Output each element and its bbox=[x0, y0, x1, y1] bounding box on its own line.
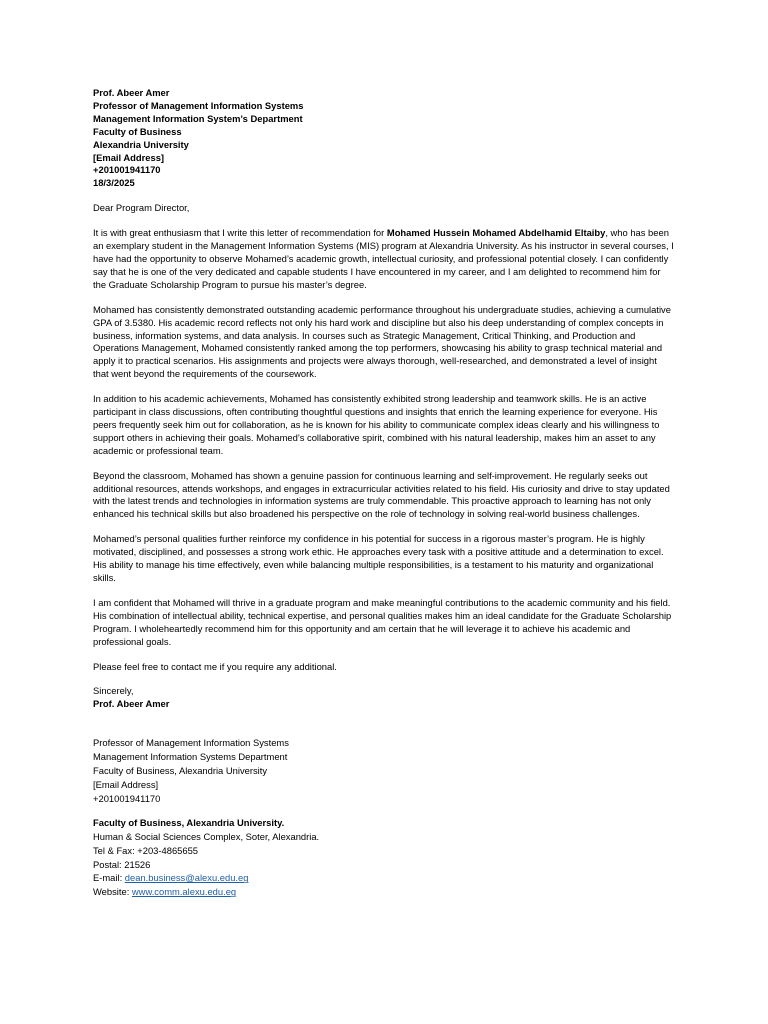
signature-title: Professor of Management Information Systems bbox=[93, 737, 289, 749]
paragraph-conclusion: I am confident that Mohamed will thrive in a graduate program and make meaningful contributions to the academic community and his field. His combination of intellectual ability, technical expertise, and personal qualities makes him an ideal candidate for the Graduate Scholarship Program. I wholeheartedly recommend him for this opportunity and am certain that he will leverage it to achieve his academic and professional goals. bbox=[93, 596, 672, 647]
sender-title: Professor of Management Information Systems bbox=[93, 99, 304, 111]
paragraph-intro-lead: It is with great enthusiasm that I write this letter of recommendation for bbox=[93, 227, 387, 239]
sender-faculty: Faculty of Business bbox=[93, 125, 182, 137]
closing: Sincerely, bbox=[93, 685, 134, 697]
letter-date: 18/3/2025 bbox=[93, 177, 135, 189]
sender-department: Management Information System’s Department bbox=[93, 112, 303, 124]
footer-website-link[interactable]: www.comm.alexu.edu.eg bbox=[131, 886, 237, 898]
signer-name: Prof. Abeer Amer bbox=[93, 698, 170, 710]
footer-org: Faculty of Business, Alexandria University. bbox=[93, 816, 285, 828]
sender-name: Prof. Abeer Amer bbox=[93, 87, 170, 98]
signature-phone: +201001941170 bbox=[93, 792, 161, 804]
sender-university: Alexandria University bbox=[93, 138, 189, 150]
footer-email-link[interactable]: dean.business@alexu.edu.eg bbox=[124, 872, 249, 884]
paragraph-intro-rest: , who has been an exemplary student in the Management Information Systems (MIS) program at Alexandria University. As his instructor in several courses, I have had the opportunity to observe Mohamed’s academic growth, intellectual curiosity, and professional potential closely. I can confidently say that he is one of the very dedicated and capable students I have encountered in my career, and I am delighted to recommend him for the Graduate Scholarship Program to pursue his master’s degree. bbox=[93, 227, 674, 290]
footer-tel: Tel & Fax: +203-4865655 bbox=[93, 844, 199, 856]
footer-address: Human & Social Sciences Complex, Soter, Alexandria. bbox=[93, 830, 320, 842]
footer-website-label: Website: bbox=[93, 886, 132, 898]
footer-email-line bbox=[93, 871, 675, 885]
paragraph-academic: Mohamed has consistently demonstrated outstanding academic performance throughout his undergraduate studies, achieving a cumulative GPA of 3.5380. His academic record reflects not only his hard work and discipline but also his deep understanding of complex concepts in business, information systems, and data analysis. In courses such as Strategic Management, Critical Thinking, and Production and Operations Management, Mohamed consistently ranked among the top performers, showcasing his ability to grasp technical material and apply it to practical scenarios. His assignments and projects were always thorough, well-researched, and demonstrated a level of insight that went beyond the requirements of the coursework. bbox=[93, 303, 671, 380]
paragraph-learning: Beyond the classroom, Mohamed has shown a genuine passion for continuous learning and self-improvement. He regularly seeks out additional resources, attends workshops, and engages in extracurricular activities related to his field. His curiosity and drive to stay updated with the latest trends and technologies in information systems are truly commendable. This proactive approach to learning has not only enhanced his technical skills but also broadened his perspective on the role of technology in solving real-world business challenges. bbox=[93, 469, 670, 520]
sender-header bbox=[93, 87, 675, 190]
paragraph-personal: Mohamed’s personal qualities further reinforce my confidence in his potential for success in a rigorous master’s program. He is highly motivated, disciplined, and possesses a strong work ethic. He approaches every task with a positive attitude and a determination to excel. His ability to manage his time effectively, even while balancing multiple responsibilities, is a testament to his maturity and organizational skills. bbox=[93, 533, 664, 583]
paragraph-contact: Please feel free to contact me if you require any additional. bbox=[93, 660, 337, 672]
letter-document bbox=[93, 87, 675, 899]
signature-department: Management Information Systems Department bbox=[93, 751, 288, 763]
signature-faculty: Faculty of Business, Alexandria University bbox=[93, 765, 268, 777]
student-name: Mohamed Hussein Mohamed Abdelhamid Eltaiby bbox=[386, 227, 606, 239]
signature-block bbox=[93, 736, 675, 806]
sender-email: [Email Address] bbox=[93, 151, 165, 163]
paragraph-intro bbox=[93, 227, 675, 292]
faculty-footer bbox=[93, 816, 675, 899]
sender-phone: +201001941170 bbox=[93, 164, 161, 176]
footer-email-label: E-mail: bbox=[93, 872, 125, 884]
salutation: Dear Program Director, bbox=[93, 202, 190, 214]
paragraph-leadership: In addition to his academic achievements, Mohamed has consistently exhibited strong leadership and teamwork skills. He is an active participant in class discussions, often contributing thoughtful questions and insights that enrich the learning experience for everyone. His peers frequently seek him out for collaboration, as he is known for his ability to communicate complex ideas clearly and his willingness to support others in achieving their goals. Mohamed’s collaborative spirit, combined with his natural leadership, makes him an asset to any academic or professional team. bbox=[93, 393, 660, 456]
signature-email: [Email Address] bbox=[93, 778, 159, 790]
footer-postal: Postal: 21526 bbox=[93, 858, 151, 870]
footer-website-line bbox=[93, 885, 675, 899]
